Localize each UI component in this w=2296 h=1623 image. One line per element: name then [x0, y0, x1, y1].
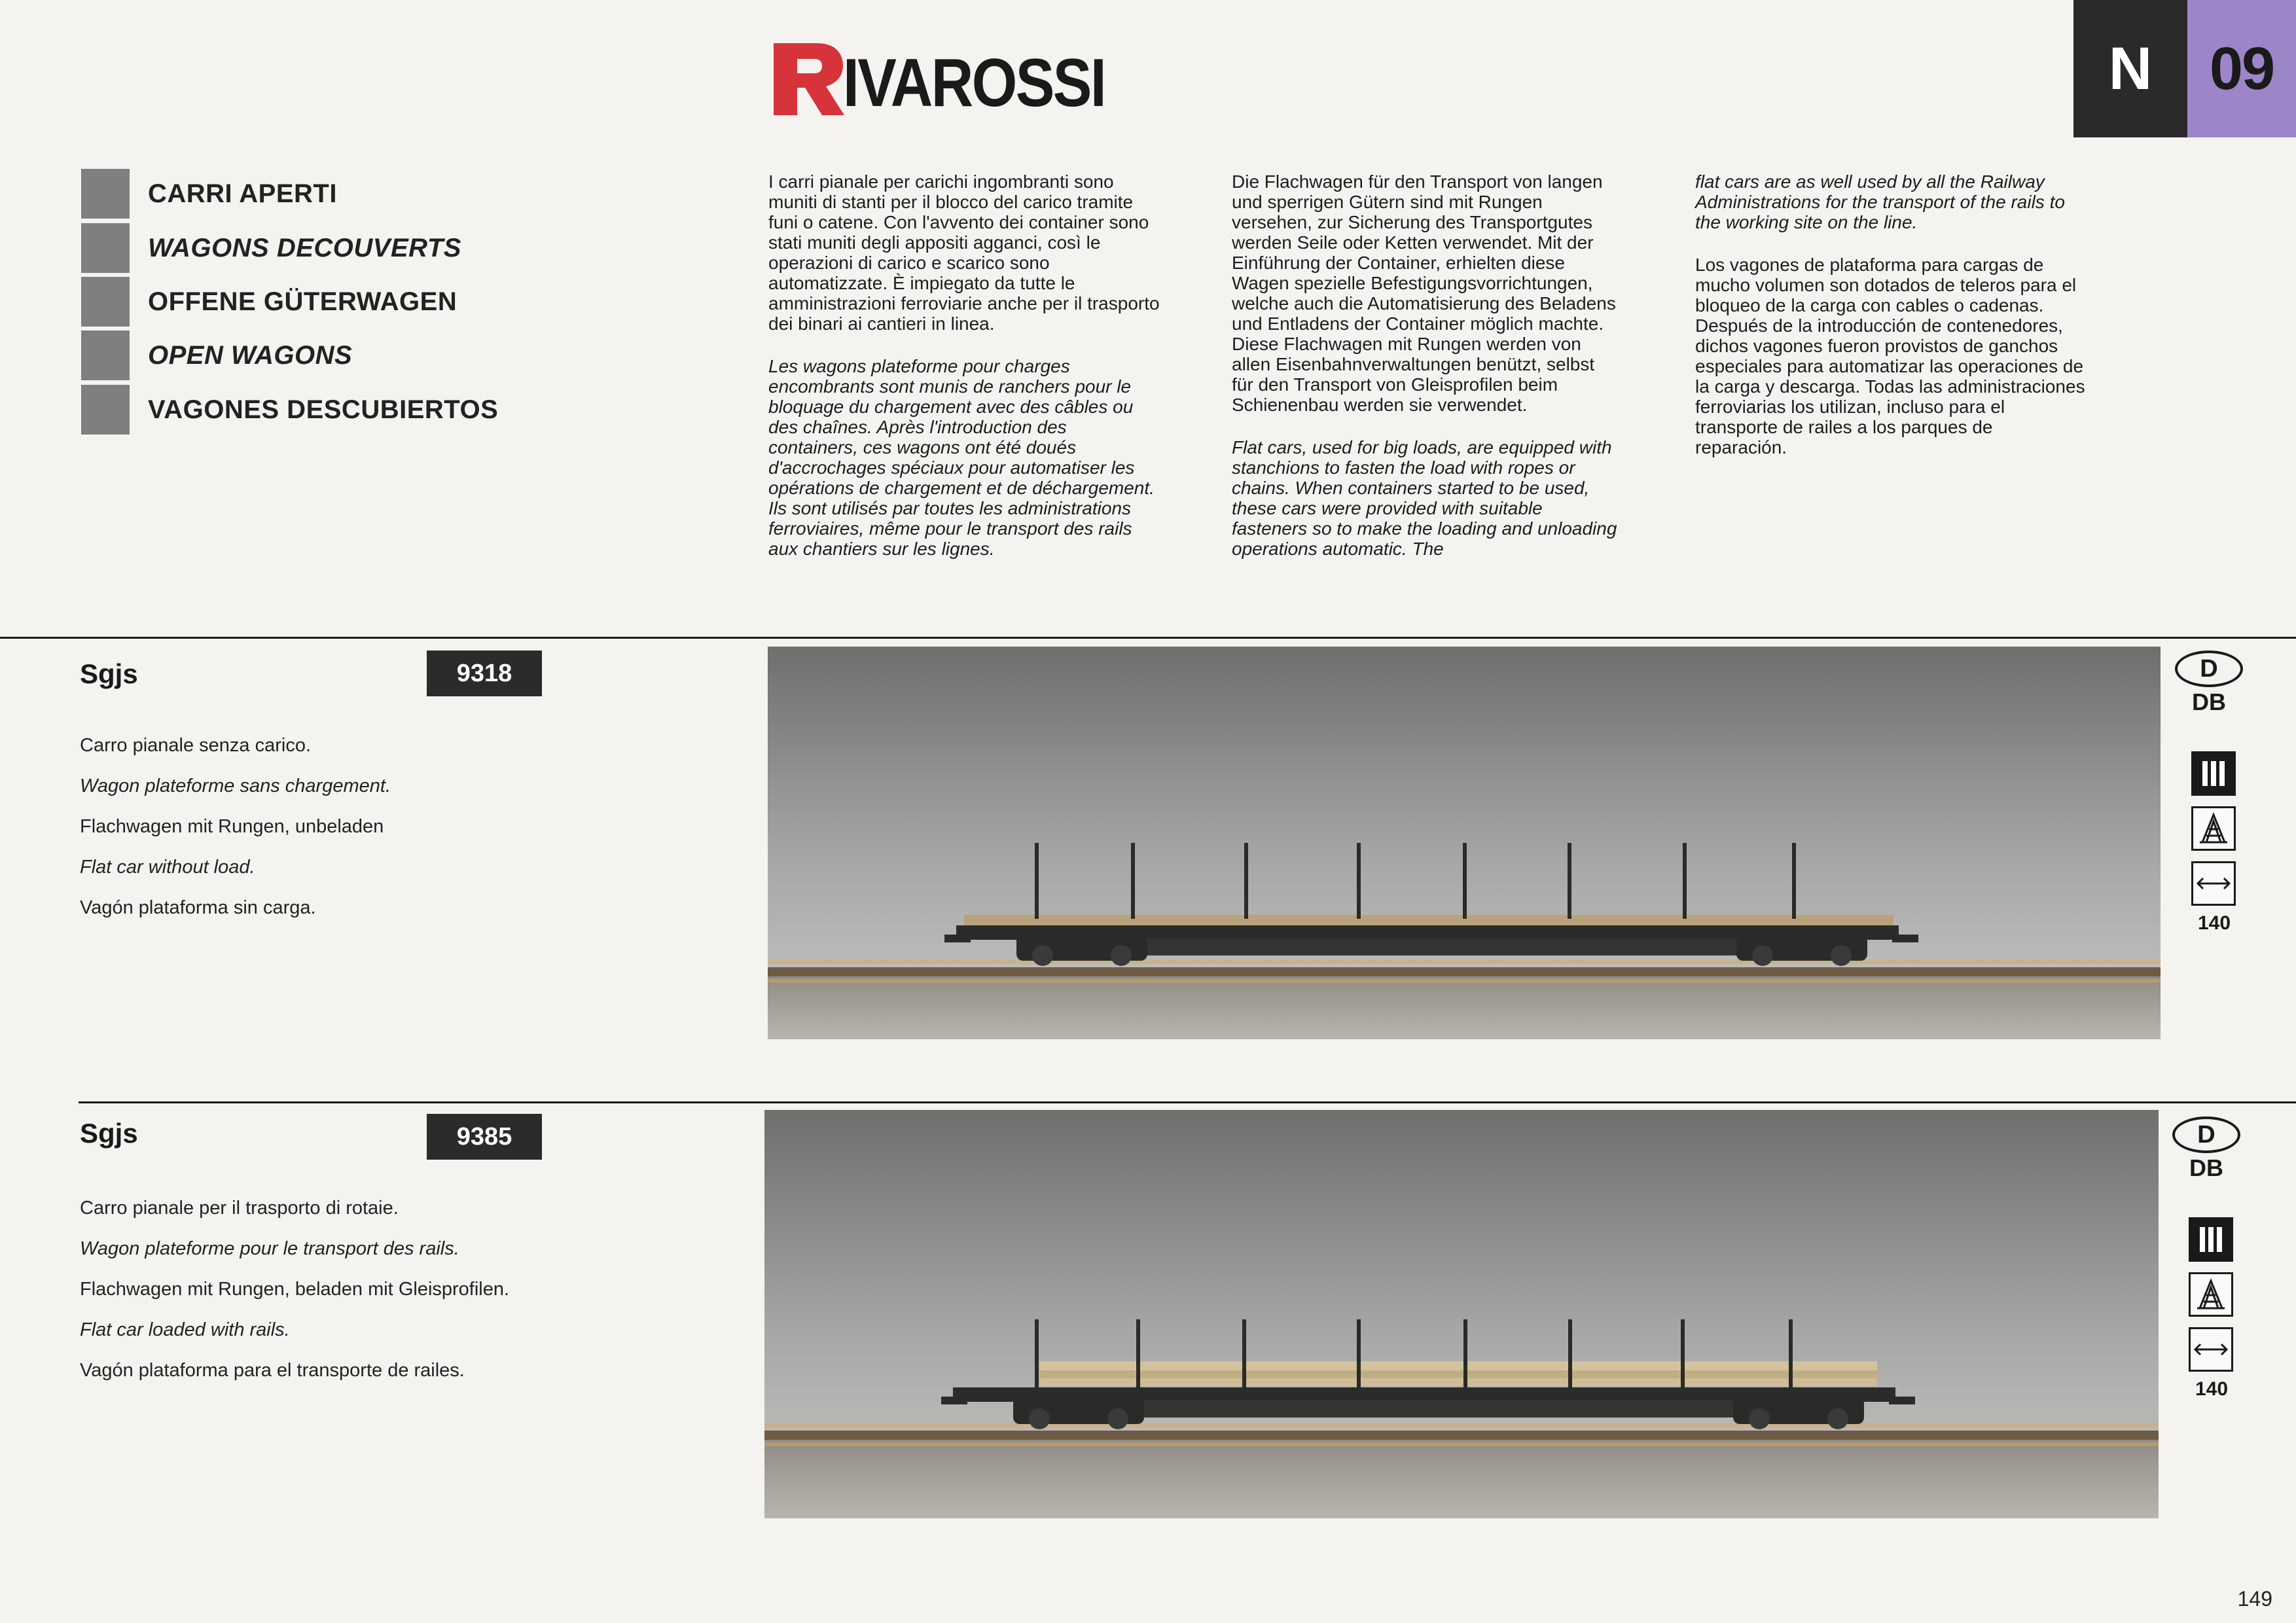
- product-photo: [764, 1110, 2159, 1518]
- flat-car-loaded-illustration: [764, 1110, 2159, 1518]
- category-marker: [81, 277, 130, 327]
- logo-wordmark: IVAROSSI: [843, 45, 1105, 121]
- spec-icons: [2189, 1217, 2234, 1400]
- category-label: OFFENE GÜTERWAGEN: [148, 287, 457, 316]
- intro-es: Los vagones de plataforma para cargas de mucho volumen son dotados de teleros para el bloqueo de la carga con cables o cadenas. Después de la introducción de contenedores, dichos vagones fueron provistos de ganchos especiales para automatizar las operaciones de la carga y descarga. Todas las administraciones ferroviarias los utilizan, incluso para el transporte de railes a los parques de reparación.: [1695, 255, 2085, 457]
- category-label: VAGONES DESCUBIERTOS: [148, 395, 499, 424]
- intro-column-1: [768, 171, 1161, 581]
- length-value: 140: [2197, 912, 2231, 934]
- spec-icons: [2191, 751, 2237, 935]
- railway-badge: [2170, 1116, 2242, 1182]
- intro-de: Die Flachwagen für den Transport von langen und sperrigen Gütern sind mit Rungen versehen, zur Sicherung des Transportgutes werden Seile oder Ketten verwendet. Mit der Einführung der Container, erhielten diese Wagen spezielle Befestigungsvorrichtungen, welche auch die Automatisierung des Beladens und Entladens der Container möglich machte. Diese Flachwagen mit Rungen werden von allen Eisenbahnverwaltungen benützt, selbst für den Transport von Gleisprofilen beim Schienenbau werden sie verwendet.: [1232, 171, 1616, 415]
- railway-name: DB: [2189, 1154, 2223, 1181]
- length-icon: [2189, 1327, 2233, 1372]
- catalog-number: 9385: [427, 1114, 542, 1160]
- intro-en-cont: flat cars are as well used by all the Railway Administrations for the transport of the rails to the working site on the line.: [1695, 171, 2065, 232]
- page-number: 149: [2237, 1587, 2272, 1611]
- desc-it: Carro pianale senza carico.: [80, 735, 312, 756]
- section-tab: 09: [2187, 0, 2296, 137]
- desc-es: Vagón plataforma para el transporte de railes.: [80, 1360, 465, 1381]
- category-marker: [81, 223, 130, 273]
- railway-badge: [2173, 651, 2245, 716]
- product-model: Sgjs: [80, 658, 138, 689]
- intro-column-2: [1232, 171, 1618, 581]
- category-title-es: [81, 385, 498, 435]
- desc-fr: Wagon plateforme pour le transport des rails.: [80, 1238, 459, 1259]
- intro-column-3: [1695, 171, 2088, 480]
- desc-de: Flachwagen mit Rungen, beladen mit Gleisprofilen.: [80, 1279, 510, 1300]
- product-photo: [768, 647, 2161, 1039]
- category-title-de: [81, 277, 457, 327]
- desc-de: Flachwagen mit Rungen, unbeladen: [80, 816, 384, 837]
- product-description: [80, 1198, 509, 1400]
- category-marker: [81, 169, 130, 219]
- railway-country-oval: D: [2175, 651, 2243, 687]
- desc-it: Carro pianale per il trasporto di rotaie.: [80, 1198, 399, 1219]
- intro-en: Flat cars, used for big loads, are equipped with stanchions to fasten the load with ropes or chains. When containers started to be used, these cars were provided with suitable fasteners so to make the loading and unloading operations automatic. The: [1232, 437, 1617, 559]
- category-label: OPEN WAGONS: [148, 340, 353, 370]
- track-icon: [2191, 806, 2236, 851]
- desc-es: Vagón plataforma sin carga.: [80, 897, 316, 918]
- divider-2: [79, 1101, 2296, 1103]
- category-title-en: [81, 330, 352, 380]
- rivarossi-logo: [771, 37, 1138, 122]
- track-icon: [2189, 1272, 2233, 1317]
- length-value: 140: [2195, 1378, 2229, 1400]
- length-icon: [2191, 861, 2236, 906]
- category-title-it: [81, 169, 337, 219]
- gauge-tab: N: [2073, 0, 2187, 137]
- category-marker: [81, 385, 130, 435]
- intro-it: I carri pianale per carichi ingombranti sono muniti di stanti per il blocco del carico tramite funi o catene. Con l'avvento dei container sono stati muniti degli appositi agganci, così le operazioni di carico e scarico sono automatizzate. È impiegato da tutte le amministrazioni ferroviarie anche per il trasporto dei binari ai cantieri in linea.: [768, 171, 1160, 334]
- railway-name: DB: [2192, 688, 2226, 715]
- product-model: Sgjs: [80, 1118, 138, 1149]
- catalog-number: 9318: [427, 651, 542, 696]
- desc-en: Flat car loaded with rails.: [80, 1319, 290, 1340]
- intro-fr: Les wagons plateforme pour charges encombrants sont munis de ranchers pour le bloquage du chargement avec des câbles ou des chaînes. Après l'introduction des containers, ces wagons ont été doués d'accrochages spéciaux pour automatiser les opérations de chargement et de déchargement. Ils sont utilisés par toutes les administrations ferroviaires, même pour le transport des rails aux chantiers sur les lignes.: [768, 356, 1155, 559]
- category-label: WAGONS DECOUVERTS: [148, 233, 461, 262]
- category-title-fr: [81, 223, 461, 273]
- desc-fr: Wagon plateforme sans chargement.: [80, 776, 391, 796]
- desc-en: Flat car without load.: [80, 857, 255, 878]
- divider-1: [0, 637, 2296, 639]
- era-icon: [2189, 1217, 2233, 1262]
- category-label: CARRI APERTI: [148, 179, 337, 208]
- category-marker: [81, 330, 130, 380]
- railway-country-oval: D: [2172, 1116, 2240, 1153]
- logo-r-mark: [771, 41, 850, 118]
- era-icon: [2191, 751, 2236, 796]
- product-description: [80, 735, 391, 938]
- flat-car-illustration: [768, 647, 2161, 1039]
